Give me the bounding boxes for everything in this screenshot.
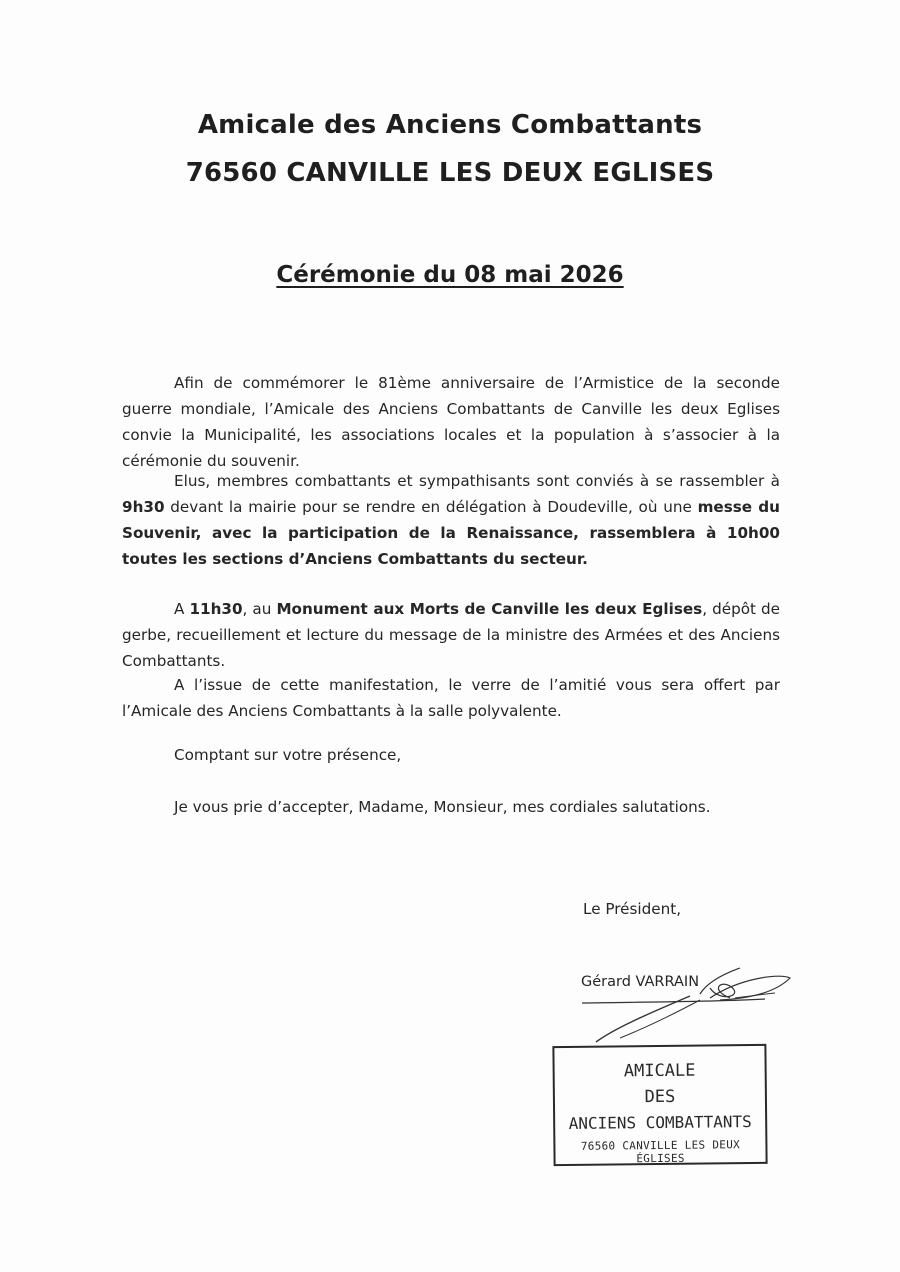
association-stamp — [552, 1044, 767, 1166]
paragraph-gathering — [122, 468, 780, 572]
paragraph-monument — [122, 596, 780, 674]
monument-time: 11h30 — [189, 600, 243, 618]
gathering-time: 9h30 — [122, 498, 165, 516]
gathering-mass: messe du Souvenir, avec la participation de la Renaissance, rassemblera à 10h00 toutes les sections d’Anciens Combattants du secteur. — [122, 498, 780, 568]
signatory-name: Gérard VARRAIN — [581, 974, 700, 990]
monument-place: Monument aux Morts de Canville les deux Eglises — [276, 600, 703, 618]
stamp-line-2: DES — [644, 1086, 676, 1108]
monument-text-c: , au — [242, 600, 277, 618]
paragraph-reception: A l’issue de cette manifestation, le verre de l’amitié vous sera offert par l’Amicale des Anciens Combattants à la salle polyvalente. — [122, 676, 780, 720]
paragraph-invitation: Afin de commémorer le 81ème anniversaire de l’Armistice de la seconde guerre mondiale, l’Amicale des Anciens Combattants de Canville les deux Eglises convie la Municipalité, les associations locales et la population à s’associer à la cérémonie du souvenir. — [122, 374, 780, 470]
handwritten-signature — [560, 958, 800, 1048]
gathering-text-a: Elus, membres combattants et sympathisants sont conviés à se rassembler à — [174, 472, 780, 490]
ceremony-title — [0, 262, 900, 288]
monument-text-a: A — [174, 600, 190, 618]
signature-title: Le Président, — [583, 900, 682, 918]
stamp-line-1: AMICALE — [623, 1060, 696, 1082]
closing-presence: Comptant sur votre présence, — [174, 746, 402, 764]
header-title: Amicale des Anciens Combattants — [197, 110, 703, 140]
ceremony-title-text: Cérémonie du 08 mai 2026 — [276, 262, 624, 288]
gathering-text-c: devant la mairie pour se rendre en délégation à Doudeville, où une — [164, 498, 698, 516]
stamp-line-3: ANCIENS COMBATTANTS — [568, 1112, 752, 1133]
monument-text-e: , dépôt de gerbe, recueillement et lecture du message de la ministre des Armées et des Anciens Combattants. — [122, 600, 781, 670]
closing-salutations: Je vous prie d’accepter, Madame, Monsieur, mes cordiales salutations. — [174, 798, 711, 816]
header-address: 76560 CANVILLE LES DEUX EGLISES — [185, 158, 715, 188]
stamp-line-4: 76560 CANVILLE LES DEUX ÉGLISES — [580, 1138, 741, 1166]
